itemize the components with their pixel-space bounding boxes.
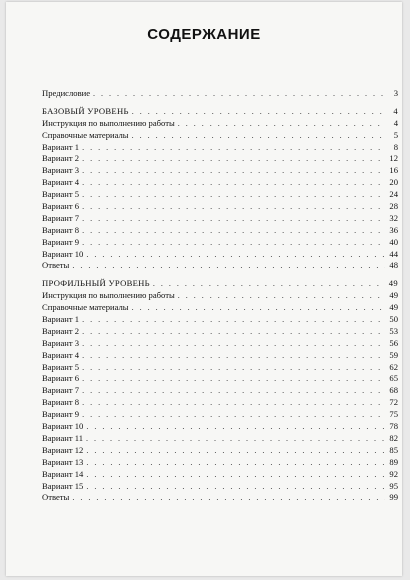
toc-entry[interactable] (42, 213, 398, 225)
toc-entry-page: 3 (393, 88, 398, 98)
toc-entry-label: Ответы (42, 492, 70, 503)
toc-entry-page: 50 (389, 314, 398, 325)
toc-entry-page: 95 (389, 480, 398, 491)
leader-dots (86, 469, 385, 481)
toc-entry-page: 68 (389, 385, 398, 396)
toc-entry[interactable] (42, 153, 398, 165)
toc-entry-page: 49 (388, 278, 398, 289)
toc-entry-page: 78 (389, 421, 398, 432)
toc-entry-page: 8 (393, 141, 398, 152)
leader-dots (82, 177, 385, 189)
toc-entry-page: 12 (389, 153, 398, 164)
toc-entry-page: 65 (389, 373, 398, 384)
toc-entry-page: 53 (389, 325, 398, 336)
toc-entry[interactable] (42, 302, 398, 314)
document-page (6, 2, 402, 576)
leader-dots (82, 189, 385, 201)
toc-entry-page: 16 (389, 165, 398, 176)
leader-dots (82, 153, 385, 165)
leader-dots (82, 201, 385, 213)
leader-dots (178, 118, 385, 130)
leader-dots (82, 338, 385, 350)
toc-entry[interactable] (42, 481, 398, 493)
toc-entry-page: 4 (393, 105, 398, 116)
leader-dots (82, 314, 385, 326)
leader-dots (153, 278, 385, 290)
toc-entry[interactable] (42, 201, 398, 213)
toc-entry-page: 75 (389, 409, 398, 420)
toc-entry[interactable] (42, 326, 398, 338)
toc-entry-label: Вариант 10 (42, 248, 84, 259)
toc-entry-label: Инструкция по выполнению работы (42, 290, 175, 301)
section-heading: БАЗОВЫЙ УРОВЕНЬ (42, 105, 129, 116)
toc-entry-label: Вариант 13 (42, 456, 84, 467)
leader-dots (82, 165, 385, 177)
toc-entry-label: Вариант 3 (42, 337, 80, 348)
toc-entry-label: Вариант 6 (42, 373, 80, 384)
toc-entry[interactable] (42, 118, 398, 130)
toc-section-basic[interactable] (42, 106, 398, 118)
page-title: СОДЕРЖАНИЕ (147, 26, 261, 43)
toc-entry[interactable] (42, 314, 398, 326)
leader-dots (93, 88, 385, 100)
toc-entry-page: 89 (389, 456, 398, 467)
leader-dots (82, 385, 385, 397)
toc-entry[interactable] (42, 433, 398, 445)
toc-entry-label: Вариант 14 (42, 468, 84, 479)
leader-dots (82, 237, 385, 249)
toc-entry-label: Вариант 9 (42, 236, 80, 247)
toc-entry[interactable] (42, 421, 398, 433)
toc-entry-page: 82 (389, 432, 398, 443)
toc-entry-label: Вариант 15 (42, 480, 84, 491)
leader-dots (82, 350, 385, 362)
toc-entry[interactable] (42, 362, 398, 374)
toc-entry-label: Вариант 5 (42, 361, 80, 372)
toc-section-profile[interactable] (42, 278, 398, 290)
toc-entry[interactable] (42, 445, 398, 457)
toc-entry[interactable] (42, 130, 398, 142)
toc-entry-label: Вариант 10 (42, 421, 84, 432)
leader-dots (132, 106, 385, 118)
leader-dots (86, 481, 385, 493)
toc-entry[interactable] (42, 225, 398, 237)
toc-entry[interactable] (42, 290, 398, 302)
toc-entry-label: Вариант 4 (42, 177, 80, 188)
toc-entry-label: Предисловие (42, 88, 91, 98)
toc-entry[interactable] (42, 249, 398, 261)
toc-entry-label: Вариант 8 (42, 224, 80, 235)
toc-entry[interactable] (42, 409, 398, 421)
leader-dots (82, 326, 385, 338)
toc-entry-label: Вариант 3 (42, 165, 80, 176)
leader-dots (132, 302, 385, 314)
toc-entry[interactable] (42, 397, 398, 409)
toc-entry-page: 32 (389, 212, 398, 223)
toc-entry-page: 4 (393, 117, 398, 128)
leader-dots (86, 445, 385, 457)
toc-entry-page: 36 (389, 224, 398, 235)
leader-dots (132, 130, 385, 142)
toc-entry-label: Вариант 6 (42, 201, 80, 212)
toc-entry-page: 5 (393, 129, 398, 140)
leader-dots (82, 409, 385, 421)
toc-entry-page: 99 (389, 492, 398, 503)
table-of-contents (42, 88, 398, 504)
toc-entry-page: 48 (389, 260, 398, 271)
leader-dots (86, 457, 385, 469)
toc-entry-preface[interactable] (42, 88, 398, 100)
toc-entry[interactable] (42, 469, 398, 481)
leader-dots (72, 492, 385, 504)
leader-dots (82, 213, 385, 225)
toc-entry[interactable] (42, 338, 398, 350)
leader-dots (82, 362, 385, 374)
toc-entry-page: 92 (389, 468, 398, 479)
toc-list-basic (42, 118, 398, 273)
toc-entry[interactable] (42, 165, 398, 177)
toc-entry-label: Вариант 5 (42, 189, 80, 200)
toc-entry-page: 59 (389, 349, 398, 360)
leader-dots (86, 421, 385, 433)
toc-entry[interactable] (42, 237, 398, 249)
toc-entry-label: Вариант 4 (42, 349, 80, 360)
toc-entry[interactable] (42, 142, 398, 154)
toc-entry-label: Вариант 7 (42, 212, 80, 223)
leader-dots (82, 225, 385, 237)
toc-entry-page: 56 (389, 337, 398, 348)
toc-entry-page: 62 (389, 361, 398, 372)
leader-dots (72, 260, 385, 272)
toc-entry-page: 72 (389, 397, 398, 408)
toc-entry[interactable] (42, 385, 398, 397)
toc-entry-label: Вариант 2 (42, 325, 80, 336)
leader-dots (178, 290, 385, 302)
toc-entry[interactable] (42, 457, 398, 469)
toc-entry-page: 24 (389, 189, 398, 200)
toc-list-profile (42, 290, 398, 504)
toc-entry[interactable] (42, 373, 398, 385)
toc-entry-label: Вариант 11 (42, 432, 84, 443)
toc-entry[interactable] (42, 260, 398, 272)
toc-entry-page: 28 (389, 201, 398, 212)
toc-entry[interactable] (42, 177, 398, 189)
toc-entry-label: Справочные материалы (42, 302, 129, 313)
toc-entry-page: 85 (389, 444, 398, 455)
toc-entry-page: 20 (389, 177, 398, 188)
leader-dots (86, 249, 385, 261)
toc-entry-label: Ответы (42, 260, 70, 271)
toc-entry[interactable] (42, 492, 398, 504)
toc-entry-page: 49 (389, 290, 398, 301)
toc-entry-label: Вариант 1 (42, 314, 80, 325)
leader-dots (82, 142, 385, 154)
toc-entry[interactable] (42, 189, 398, 201)
toc-entry-page: 49 (389, 302, 398, 313)
toc-entry-label: Вариант 2 (42, 153, 80, 164)
leader-dots (82, 373, 385, 385)
toc-entry-page: 40 (389, 236, 398, 247)
toc-entry-label: Вариант 9 (42, 409, 80, 420)
leader-dots (82, 397, 385, 409)
toc-entry-label: Вариант 7 (42, 385, 80, 396)
toc-entry-label: Инструкция по выполнению работы (42, 117, 175, 128)
section-heading: ПРОФИЛЬНЫЙ УРОВЕНЬ (42, 278, 150, 289)
toc-entry-label: Вариант 12 (42, 444, 84, 455)
leader-dots (86, 433, 385, 445)
toc-entry-label: Вариант 8 (42, 397, 80, 408)
toc-entry[interactable] (42, 350, 398, 362)
toc-entry-label: Вариант 1 (42, 141, 80, 152)
toc-entry-label: Справочные материалы (42, 129, 129, 140)
toc-entry-page: 44 (389, 248, 398, 259)
